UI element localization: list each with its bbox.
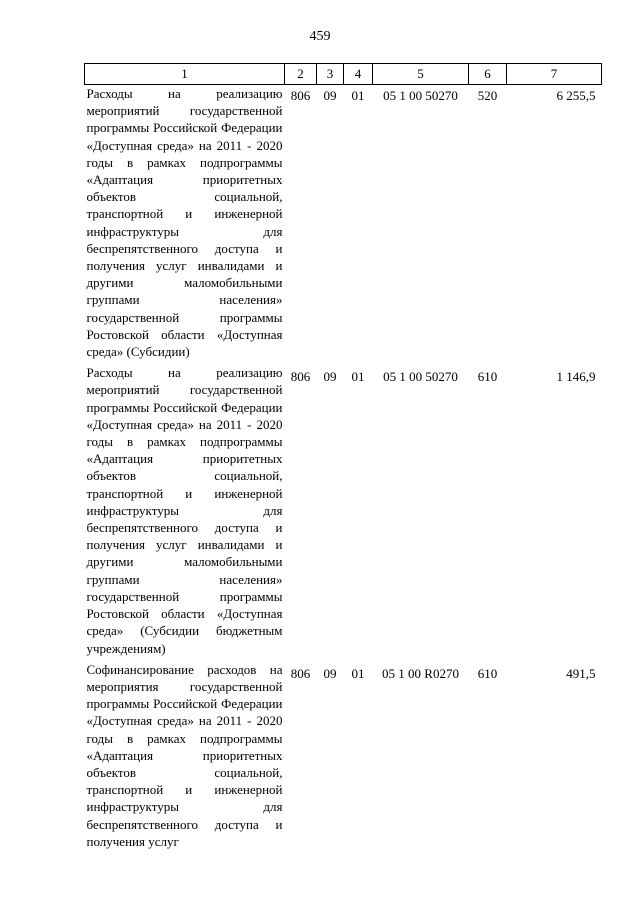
row-description: Расходы на реализацию мероприятий государственной программы Российской Федерации «Доступная среда» на 2011 - 2020 годы в рамках подпрограммы «Адаптация приоритетных объектов социальной, транспортной и инженерной инфраструктуры для беспрепятственного доступа и получения услуг инвалидами и другими маломобильными группами населения» государственной программы Ростовской области «Доступная среда» (Субсидии бюджетным учреждениям) [86,365,283,656]
row-target-code: 05 1 00 50270 [383,369,458,385]
column-header-3: 3 [317,64,344,85]
row-ministry-code: 806 [290,369,311,385]
table-row [85,364,602,660]
row-section-code: 09 [323,369,337,385]
row-amount: 6 255,5 [556,88,596,103]
header-row [85,64,602,85]
budget-table [84,63,602,854]
row-subsection-code: 01 [351,88,365,103]
row-expense-type: 610 [477,369,498,385]
row-subsection-code: 01 [351,369,365,385]
row-ministry-code: 806 [290,88,311,103]
column-header-5: 5 [373,64,469,85]
row-section-code: 09 [323,665,337,681]
column-header-6: 6 [469,64,507,85]
row-expense-type: 520 [477,88,498,103]
column-header-4: 4 [344,64,373,85]
row-section-code: 09 [323,88,337,103]
row-ministry-code: 806 [290,665,311,681]
row-amount: 1 146,9 [556,369,596,385]
row-target-code: 05 1 00 50270 [383,88,458,103]
column-header-7: 7 [507,64,602,85]
row-subsection-code: 01 [351,665,365,681]
row-description: Софинансирование расходов на мероприятия государственной программы Российской Федерации «Доступная среда» на 2011 - 2020 годы в рамках подпрограммы «Адаптация приоритетных объектов социальной, транспортной и инженерной инфраструктуры для беспрепятственного доступа и получения услуг [86,661,283,849]
table-row [85,85,602,365]
row-expense-type: 610 [477,665,498,681]
row-target-code: 05 1 00 R0270 [382,665,459,681]
column-header-2: 2 [285,64,317,85]
table-row [85,661,602,854]
page-number: 459 [309,29,331,44]
row-amount: 491,5 [566,665,596,681]
row-description: Расходы на реализацию мероприятий государственной программы Российской Федерации «Доступная среда» на 2011 - 2020 годы в рамках подпрограммы «Адаптация приоритетных объектов социальной, транспортной и инженерной инфраструктуры для беспрепятственного доступа и получения услуг инвалидами и другими маломобильными группами населения» государственной программы Ростовской области «Доступная среда» (Субсидии) [86,86,283,360]
column-header-1: 1 [85,64,285,85]
